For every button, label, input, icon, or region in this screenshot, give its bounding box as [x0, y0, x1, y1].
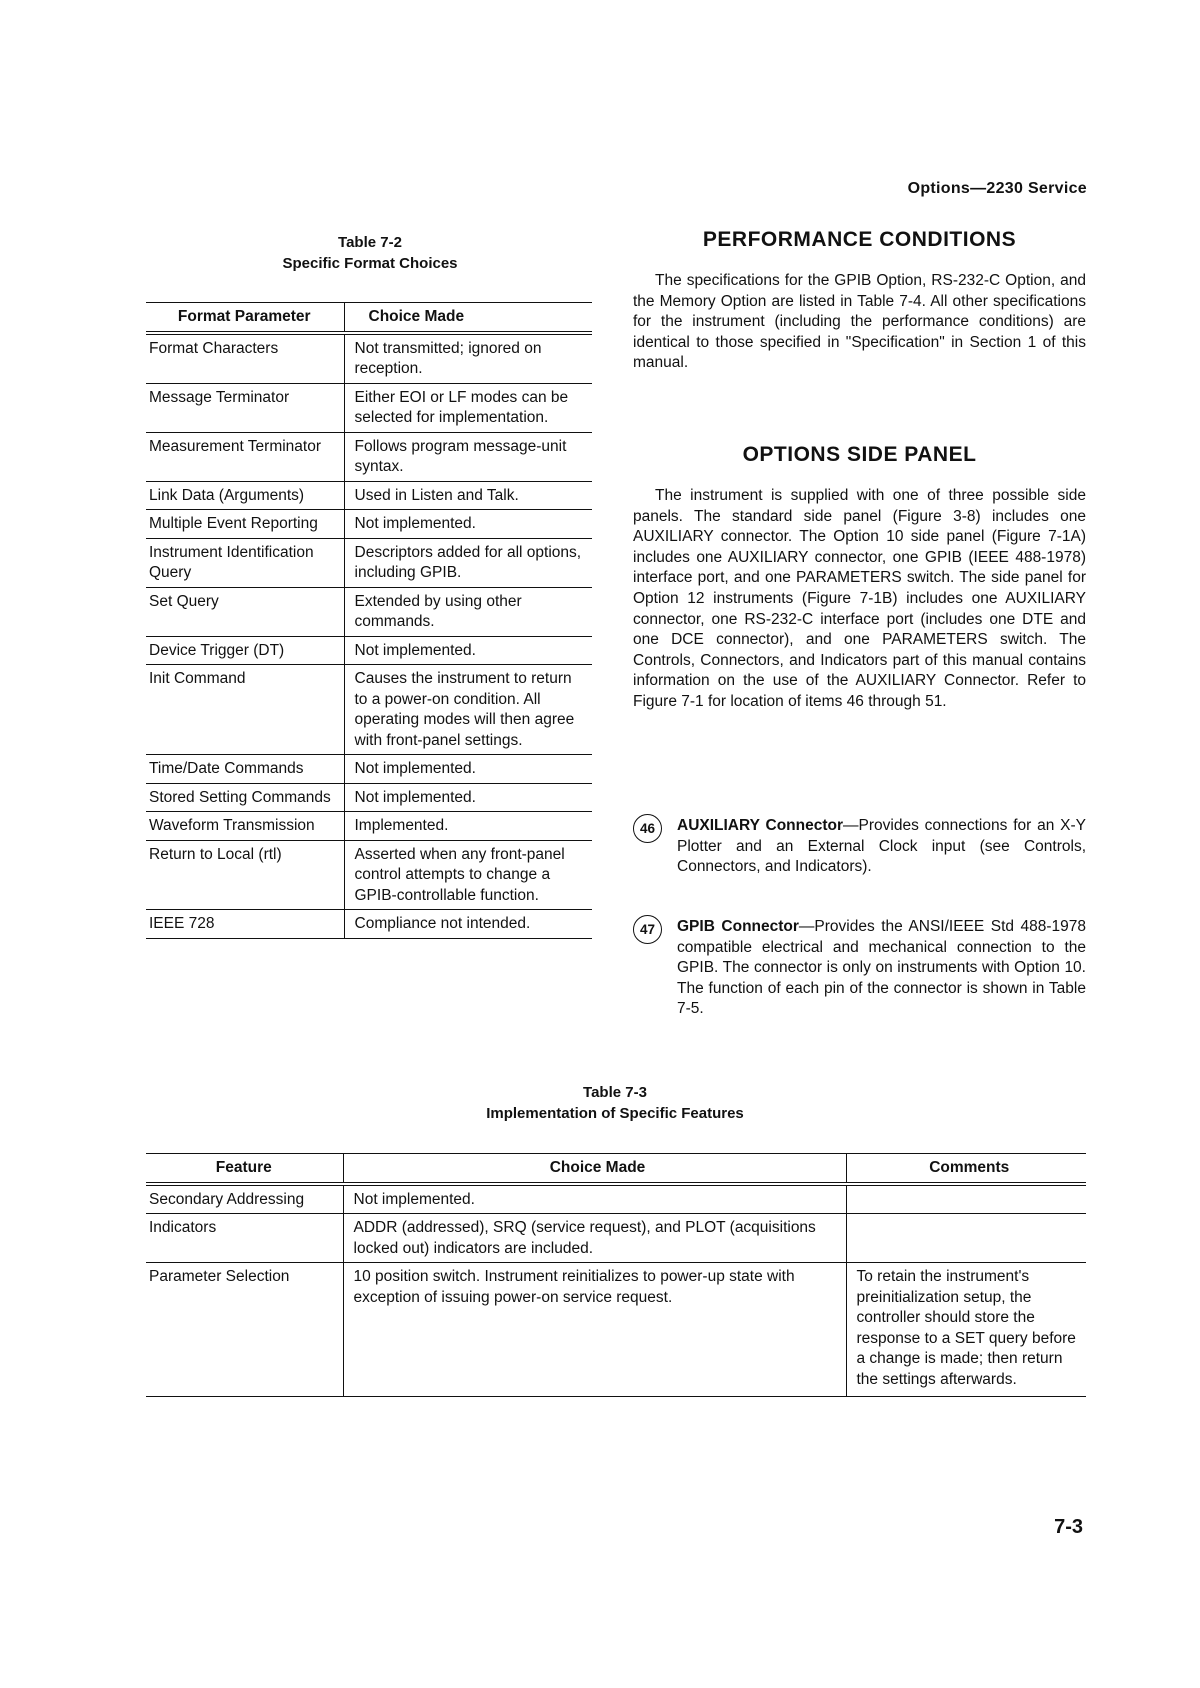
- options-side-panel-text: The instrument is supplied with one of three possible side panels. The standard side panel (Figure 3-8) includes one AUXILIARY connector. The Option 10 side panel (Figure 7-1A) includes one AUXILIARY connector, one GPIB (IEEE 488-1978) interface port, and one PARAMETERS switch. The side panel for Option 12 instruments (Figure 7-1B) includes one AUXILIARY connector, one RS-232-C interface port (includes one DTE and one DCE connector), and one PARAMETERS switch. The Controls, Connectors, and Indicators part of this manual contains information on the use of the AUXILIARY Connector. Refer to Figure 7-1 for location of items 46 through 51.: [633, 487, 1086, 710]
- choice-cell: Not implemented.: [343, 1184, 846, 1214]
- comments-cell: [846, 1184, 1086, 1214]
- param-cell: Instrument Identification Query: [149, 543, 314, 581]
- param-cell: Format Characters: [149, 339, 279, 357]
- performance-conditions-text: The specifications for the GPIB Option, RS-232-C Option, and the Memory Option are listed in Table 7-4. All other specifications for the instrument (including the performance conditions) are identical to those specified in "Specification" in Section 1 of this manual.: [633, 272, 1086, 372]
- param-cell: Measurement Terminator: [149, 437, 322, 455]
- choice-cell: Causes the instrument to return to a power-on condition. All operating modes will then agree with front-panel settings.: [344, 665, 592, 755]
- table-row: [146, 910, 592, 939]
- table-row: [146, 333, 592, 384]
- item-title: AUXILIARY Connector: [677, 817, 844, 834]
- choice-cell: Not implemented.: [344, 755, 592, 784]
- table-row: [146, 510, 592, 539]
- table-row: [146, 665, 592, 755]
- item-47-gpib-connector: [633, 917, 1086, 1020]
- table-row: [146, 812, 592, 841]
- choice-cell: Not implemented.: [344, 783, 592, 812]
- choice-cell: Not transmitted; ignored on reception.: [344, 333, 592, 384]
- item-description: —Provides the ANSI/IEEE Std 488-1978 compatible electrical and mechanical connection to the GPIB. The connector is only on instruments with Option 10. The function of each pin of the connector is shown in Table 7-5.: [677, 918, 1087, 1018]
- choice-cell: 10 position switch. Instrument reinitializes to power-up state with exception of issuing power-on service request.: [343, 1263, 846, 1397]
- param-cell: Waveform Transmission: [149, 817, 315, 834]
- table-row: [146, 587, 592, 636]
- table-row: [146, 636, 592, 665]
- table-7-3-title: Implementation of Specific Features: [486, 1105, 744, 1122]
- table-7-3-caption: [145, 1082, 1085, 1124]
- table-row: [146, 755, 592, 784]
- item-description: —Provides connections for an X-Y Plotter and an External Clock input (see Controls, Connectors, and Indicators).: [677, 817, 1087, 876]
- table-row: [146, 783, 592, 812]
- item-title: GPIB Connector: [677, 918, 799, 935]
- feature-cell: Indicators: [149, 1219, 217, 1236]
- table-row: [146, 1263, 1086, 1397]
- col-header-choice-made: Choice Made: [343, 1154, 846, 1184]
- options-side-panel-heading: OPTIONS SIDE PANEL: [742, 443, 977, 466]
- col-header-comments: Comments: [846, 1154, 1086, 1184]
- table-row: [146, 432, 592, 481]
- param-cell: Link Data (Arguments): [149, 486, 305, 504]
- choice-cell: Compliance not intended.: [344, 910, 592, 939]
- param-cell: Time/Date Commands: [149, 760, 304, 777]
- choice-cell: ADDR (addressed), SRQ (service request), and PLOT (acquisitions locked out) indicators are included.: [343, 1214, 846, 1263]
- item-46-auxiliary-connector: [633, 816, 1086, 878]
- table-row: [146, 1214, 1086, 1263]
- param-cell: Message Terminator: [149, 388, 290, 406]
- param-cell: Multiple Event Reporting: [149, 515, 318, 532]
- table-7-2-caption: [145, 232, 595, 274]
- choice-cell: Extended by using other commands.: [344, 587, 592, 636]
- performance-conditions-heading: PERFORMANCE CONDITIONS: [702, 228, 1017, 251]
- table-7-2-title: Specific Format Choices: [282, 255, 458, 272]
- item-number-badge: 46: [633, 814, 662, 843]
- choice-cell: Descriptors added for all options, including GPIB.: [344, 538, 592, 587]
- table-7-2-number: Table 7-2: [338, 234, 402, 251]
- table-7-3-number: Table 7-3: [583, 1084, 647, 1101]
- param-cell: Set Query: [149, 592, 219, 610]
- choice-cell: Either EOI or LF modes can be selected for implementation.: [344, 383, 592, 432]
- choice-cell: Follows program message-unit syntax.: [344, 432, 592, 481]
- table-row: [146, 383, 592, 432]
- table-row: [146, 1184, 1086, 1214]
- param-cell: IEEE 728: [149, 915, 215, 932]
- format-choices-table: [146, 302, 592, 939]
- table-row: [146, 538, 592, 587]
- table-header-row: [146, 303, 592, 333]
- col-header-choice-made: Choice Made: [344, 303, 592, 333]
- param-cell: Return to Local (rtl): [149, 845, 282, 863]
- param-cell: Stored Setting Commands: [149, 788, 331, 806]
- col-header-feature: Feature: [215, 1159, 272, 1176]
- comments-cell: To retain the instrument's preinitialization setup, the controller should store the response to a SET query before a change is made; then return the settings afterwards.: [846, 1263, 1086, 1397]
- choice-cell: Not implemented.: [344, 510, 592, 539]
- choice-cell: Not implemented.: [344, 636, 592, 665]
- table-row: [146, 481, 592, 510]
- table-header-row: [146, 1154, 1086, 1184]
- table-row: [146, 840, 592, 910]
- feature-cell: Parameter Selection: [149, 1268, 290, 1285]
- col-header-format-parameter: Format Parameter: [177, 308, 311, 325]
- param-cell: Init Command: [149, 670, 246, 687]
- item-number-badge: 47: [633, 915, 662, 944]
- page-number: 7-3: [1054, 1516, 1083, 1538]
- specific-features-table: [146, 1153, 1086, 1397]
- param-cell: Device Trigger (DT): [149, 641, 285, 659]
- choice-cell: Used in Listen and Talk.: [344, 481, 592, 510]
- comments-cell: [846, 1214, 1086, 1263]
- running-header: Options—2230 Service: [907, 180, 1087, 197]
- choice-cell: Implemented.: [344, 812, 592, 841]
- choice-cell: Asserted when any front-panel control attempts to change a GPIB-controllable function.: [344, 840, 592, 910]
- feature-cell: Secondary Addressing: [149, 1190, 305, 1208]
